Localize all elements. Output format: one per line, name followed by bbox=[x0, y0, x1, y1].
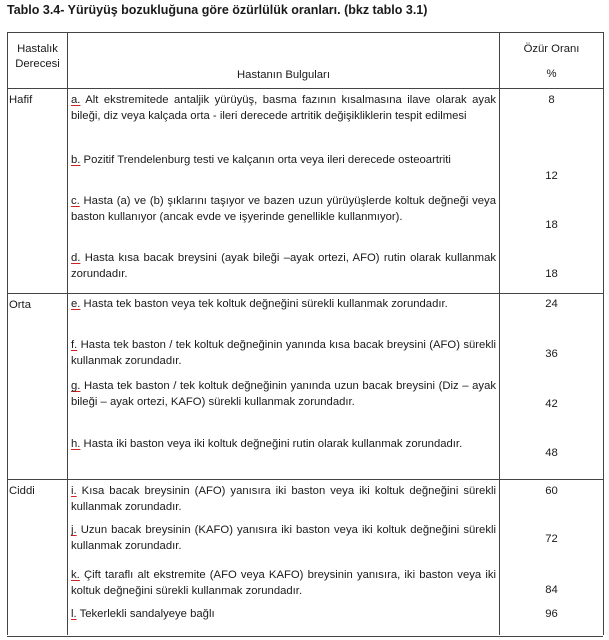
finding-row: l. Tekerlekli sandalyeye bağlı bbox=[71, 608, 215, 620]
rate-value: 18 bbox=[545, 219, 558, 231]
group-divider bbox=[7, 293, 604, 294]
group-divider bbox=[7, 479, 604, 480]
table-title: Tablo 3.4- Yürüyüş bozukluğuna göre özürlülük oranları. (bkz tablo 3.1) bbox=[7, 3, 428, 17]
grade-header: Hastalık Derecesi bbox=[15, 43, 60, 70]
finding-row: i. Kısa bacak breysinin (AFO) yanısıra iki baston veya iki koltuk değneğini sürekli kullanmak zorundadır. bbox=[71, 485, 496, 513]
rate-value: 12 bbox=[545, 170, 558, 182]
table-border-left bbox=[7, 32, 8, 635]
finding-row: h. Hasta iki baston veya iki koltuk değneğini rutin olarak kullanmak zorundadır. bbox=[71, 438, 463, 450]
grade-label-moderate: Orta bbox=[9, 299, 31, 311]
rate-value: 8 bbox=[548, 94, 555, 106]
rate-header: Özür Oranı % bbox=[523, 43, 580, 80]
rate-value: 72 bbox=[545, 533, 558, 545]
rate-value: 96 bbox=[545, 608, 558, 620]
finding-row: j. Uzun bacak breysinin (KAFO) yanısıra iki baston veya iki koltuk değneğini sürekli kullanmak zorundadır. bbox=[71, 524, 496, 552]
rate-value: 60 bbox=[545, 485, 558, 497]
finding-row: f. Hasta tek baston / tek koltuk değneğinin yanında kısa bacak breysini (AFO) sürekli kullanmak zorundadır. bbox=[71, 339, 496, 367]
finding-row: b. Pozitif Trendelenburg testi ve kalçanın orta veya ileri derecede osteoartriti bbox=[71, 154, 451, 166]
column-divider bbox=[67, 32, 68, 635]
table-border-right bbox=[603, 32, 604, 635]
finding-row: a. Alt ekstremitede antaljik yürüyüş, basma fazının kısalmasına ilave olarak ayak bileği, diz veya kalçada orta - ileri derecede artritik değişikliklerin tespit edilmesi bbox=[71, 94, 496, 122]
grade-label-severe: Ciddi bbox=[9, 485, 35, 497]
rate-value: 24 bbox=[545, 298, 558, 310]
finding-row: e. Hasta tek baston veya tek koltuk değneğini sürekli kullanmak zorundadır. bbox=[71, 298, 448, 310]
rate-value: 48 bbox=[545, 447, 558, 459]
finding-row: d. Hasta kısa bacak breysini (ayak bileği –ayak ortezi, AFO) rutin olarak kullanmak zorundadır. bbox=[71, 252, 496, 280]
rate-value: 18 bbox=[545, 268, 558, 280]
finding-row: k. Çift taraflı alt ekstremite (AFO veya KAFO) breysinin yanısıra, iki baston veya iki koltuk değneğini sürekli kullanmak zorundadır. bbox=[71, 569, 496, 597]
findings-header: Hastanın Bulguları bbox=[237, 69, 330, 81]
finding-row: c. Hasta (a) ve (b) şıklarını taşıyor ve bazen uzun yürüyüşlerde koltuk değneği veya baston kullanıyor (ancak evde ve işyerinde genellikle kullanmıyor). bbox=[71, 195, 496, 223]
rate-value: 36 bbox=[545, 348, 558, 360]
grade-label-mild: Hafif bbox=[9, 94, 33, 106]
rate-value: 42 bbox=[545, 398, 558, 410]
rate-value: 84 bbox=[545, 584, 558, 596]
header-divider bbox=[7, 88, 604, 89]
finding-row: g. Hasta tek baston / tek koltuk değneğinin yanında uzun bacak breysini (Diz – ayak bileği – ayak ortezi, KAFO) sürekli kullanmak zorundadır. bbox=[71, 380, 496, 408]
